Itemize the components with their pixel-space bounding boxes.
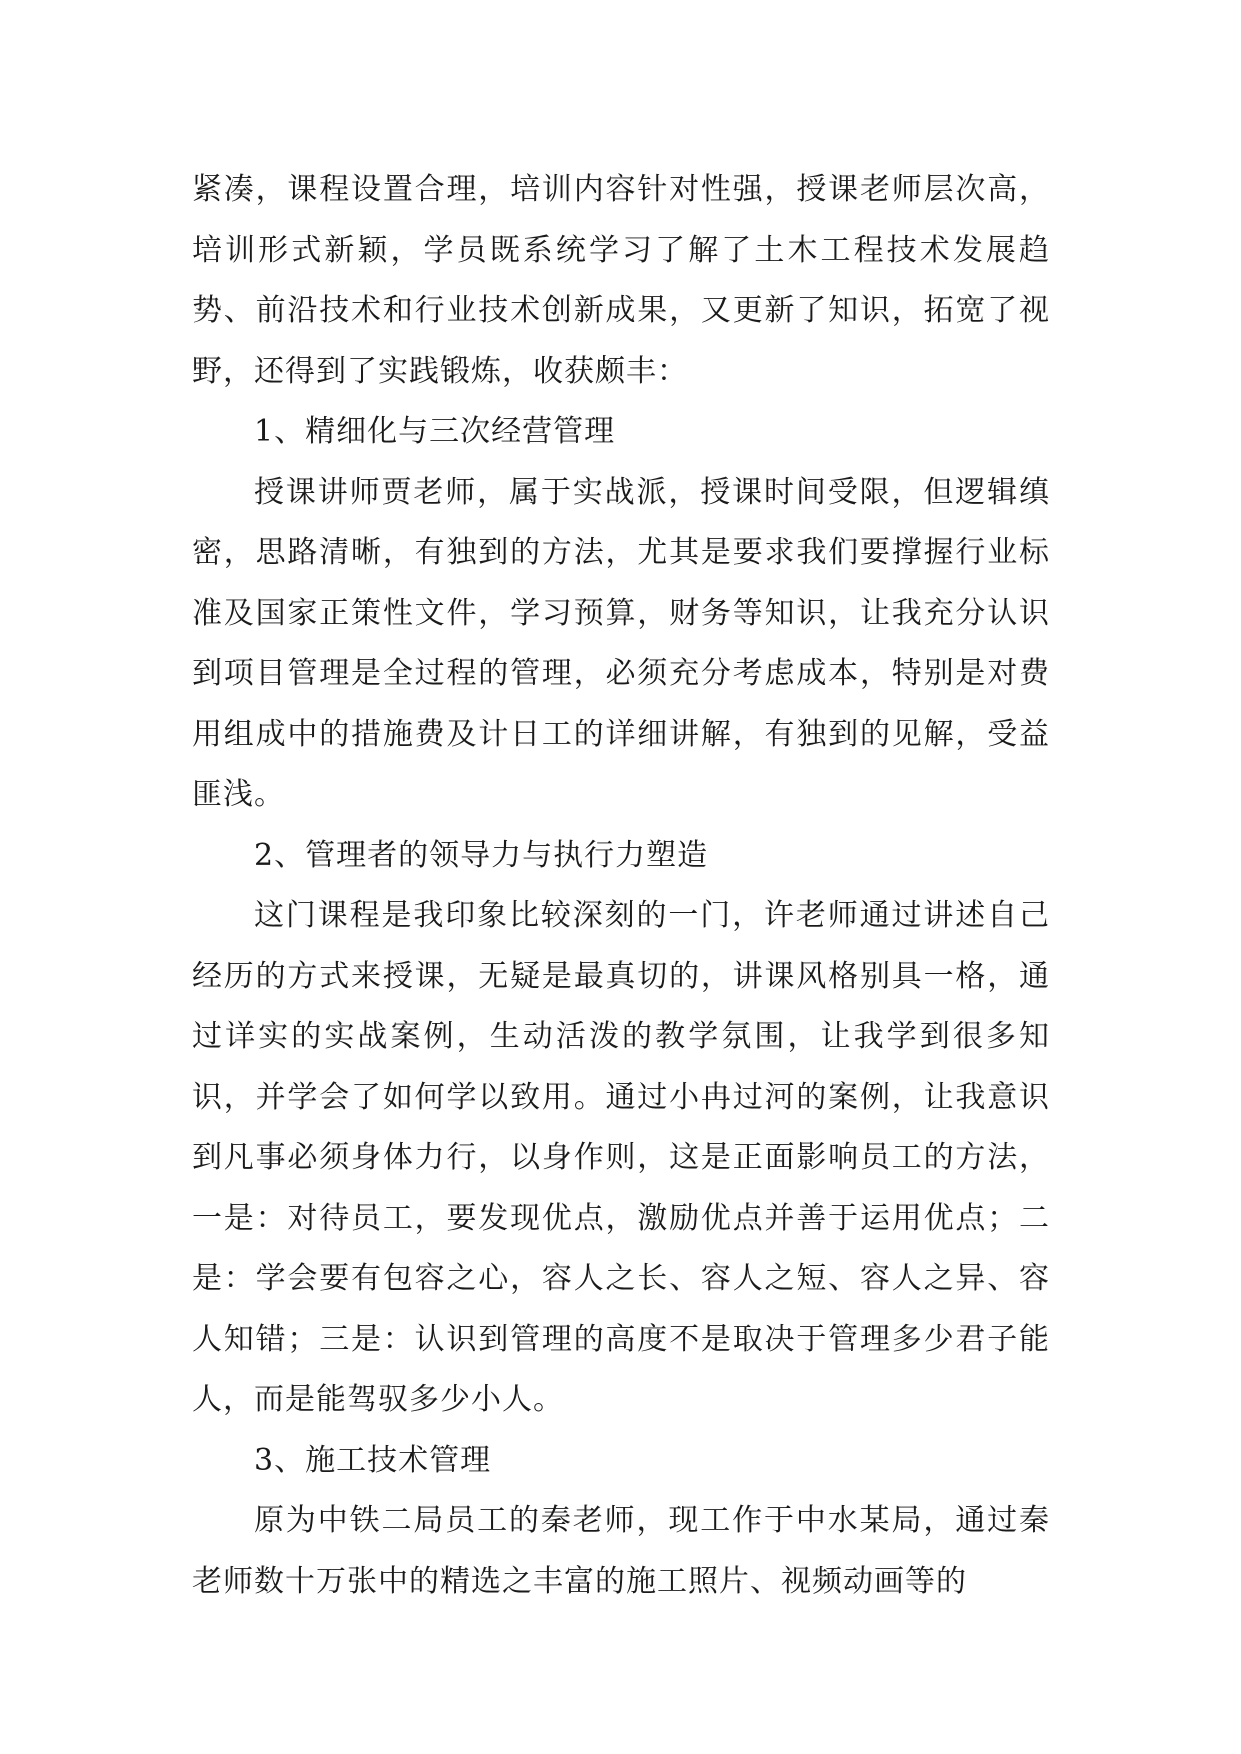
section-heading-1: 1、精细化与三次经营管理 bbox=[254, 414, 616, 449]
section-heading-2: 2、管理者的领导力与执行力塑造 bbox=[254, 837, 709, 873]
paragraph-continuation: 紧凑，课程设置合理，培训内容针对性强，授课老师层次高，培训形式新颖，学员既系统学习了解了土木工程技术发展趋势、前沿技术和行业技术创新成果，又更新了知识，拓宽了视野，还得到了实践锻炼，收获颇丰： bbox=[192, 172, 1050, 389]
document-body bbox=[192, 160, 1050, 1612]
section-heading-3: 3、施工技术管理 bbox=[254, 1442, 492, 1478]
paragraph-section-3: 原为中铁二局员工的秦老师，现工作于中水某局，通过秦老师数十万张中的精选之丰富的施工照片、视频动画等的 bbox=[192, 1503, 1050, 1599]
paragraph-section-1: 授课讲师贾老师，属于实战派，授课时间受限，但逻辑缜密，思路清晰，有独到的方法，尤其是要求我们要撑握行业标准及国家正策性文件，学习预算，财务等知识，让我充分认识到项目管理是全过程的管理，必须充分考虑成本，特别是对费用组成中的措施费及计日工的详细讲解，有独到的见解，受益匪浅。 bbox=[192, 474, 1050, 812]
paragraph-section-2: 这门课程是我印象比较深刻的一门，许老师通过讲述自己经历的方式来授课，无疑是最真切的，讲课风格别具一格，通过详实的实战案例，生动活泼的教学氛围，让我学到很多知识，并学会了如何学以致用。通过小冉过河的案例，让我意识到凡事必须身体力行，以身作则，这是正面影响员工的方法，一是：对待员工，要发现优点，激励优点并善于运用优点；二是：学会要有包容之心，容人之长、容人之短、容人之异、容人知错；三是：认识到管理的高度不是取决于管理多少君子能人，而是能驾驭多少小人。 bbox=[192, 898, 1050, 1417]
